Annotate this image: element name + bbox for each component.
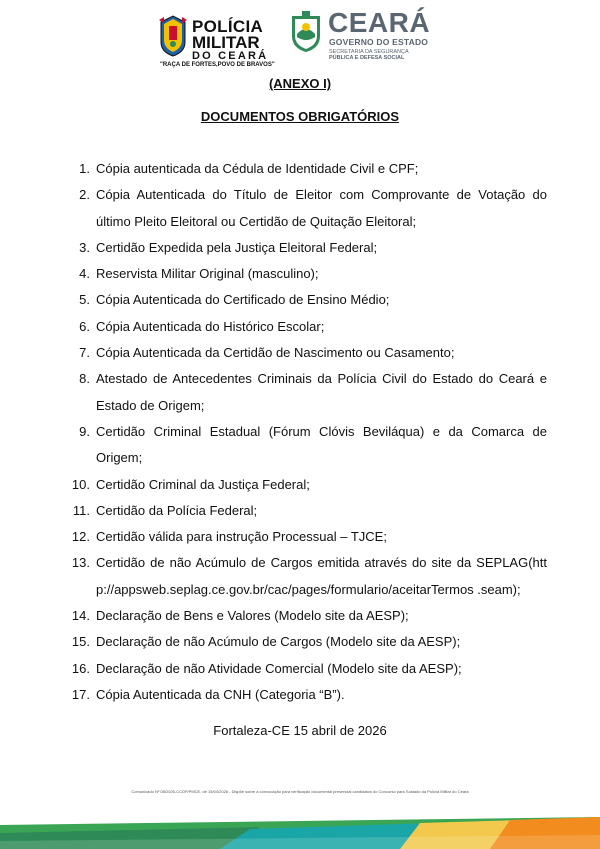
item-text: Certidão da Polícia Federal; <box>96 502 258 518</box>
list-item <box>71 550 547 603</box>
required-documents-list <box>71 156 547 708</box>
list-item <box>71 682 547 708</box>
item-text: Reservista Militar Original (masculino); <box>96 266 319 282</box>
document-title: DOCUMENTOS OBRIGATÓRIOS <box>200 109 400 124</box>
ceara-title: CEARÁ <box>328 7 431 38</box>
item-number: 16. <box>71 660 90 676</box>
list-item <box>71 340 547 366</box>
item-number: 9. <box>79 423 90 439</box>
item-text: Cópia Autenticada do Histórico Escolar; <box>96 318 325 334</box>
item-number: 5. <box>79 292 90 308</box>
list-item <box>71 261 547 287</box>
item-text: Certidão Expedida pela Justiça Eleitoral Federal; <box>96 239 378 255</box>
list-item <box>71 314 547 340</box>
list-item <box>71 182 547 235</box>
item-number: 17. <box>71 686 90 702</box>
item-text: Declaração de não Acúmulo de Cargos (Modelo site da AESP); <box>96 634 461 650</box>
item-number: 15. <box>71 634 90 650</box>
item-text: Cópia Autenticada da Certidão de Nascimento ou Casamento; <box>96 345 455 361</box>
item-number: 13. <box>71 555 90 571</box>
pm-logo-line2: MILITAR <box>192 33 260 52</box>
pm-crest-icon <box>158 14 188 58</box>
pm-logo <box>158 14 275 68</box>
item-number: 14. <box>71 608 90 624</box>
item-text: Certidão Criminal da Justiça Federal; <box>96 476 310 492</box>
item-number: 6. <box>79 318 90 334</box>
item-number: 8. <box>79 371 90 387</box>
list-item <box>71 156 547 182</box>
place-and-date: Fortaleza-CE 15 abril de 2026 <box>213 723 387 738</box>
item-text: Certidão Criminal Estadual (Fórum Clóvis Beviláqua) e da Comarca de Origem; <box>96 423 547 466</box>
list-item <box>71 629 547 655</box>
list-item <box>71 472 547 498</box>
item-number: 11. <box>72 502 90 518</box>
item-number: 3. <box>79 239 90 255</box>
footer-color-band <box>0 811 600 849</box>
item-number: 10. <box>71 476 90 492</box>
pm-logo-line1: POLÍCIA <box>192 17 264 36</box>
list-item <box>71 603 547 629</box>
annex-label: (ANEXO I) <box>268 76 332 91</box>
item-number: 2. <box>79 187 90 203</box>
list-item <box>71 498 547 524</box>
ceara-crest-icon <box>288 10 324 54</box>
list-item <box>71 366 547 419</box>
item-text: Cópia Autenticada do Certificado de Ensino Médio; <box>96 292 390 308</box>
item-text: Cópia Autenticada da CNH (Categoria “B”). <box>96 686 345 702</box>
page-header <box>0 8 600 68</box>
list-item <box>71 419 547 472</box>
pm-slogan: "RAÇA DE FORTES,POVO DE BRAVOS" <box>160 62 275 68</box>
item-text: Cópia Autenticada do Título de Eleitor com Comprovante de Votação do último Pleito Eleitoral ou Certidão de Quitação Eleitoral; <box>96 187 547 229</box>
list-item <box>71 287 547 313</box>
item-text: Certidão de não Acúmulo de Cargos emitida através do site da SEPLAG(http://appsweb.seplag.ce.gov.br/cac/pages/formulario/aceitarTermos .seam); <box>96 555 547 597</box>
list-item <box>71 235 547 261</box>
item-number: 7. <box>79 345 90 361</box>
item-text: Declaração de Bens e Valores (Modelo site da AESP); <box>96 608 409 624</box>
item-text: Atestado de Antecedentes Criminais da Polícia Civil do Estado do Ceará e Estado de Origem; <box>96 371 547 413</box>
item-number: 4. <box>79 266 90 282</box>
item-text: Declaração de não Atividade Comercial (Modelo site da AESP); <box>96 660 462 676</box>
item-number: 1. <box>79 161 90 176</box>
ceara-secretariat-line1: SECRETARIA DA SEGURANÇA <box>329 49 409 55</box>
pm-logo-line3: DO CEARÁ <box>192 50 269 62</box>
item-text: Cópia autenticada da Cédula de Identidade Civil e CPF; <box>96 161 419 176</box>
list-item <box>71 656 547 682</box>
ceara-secretariat-line2: PÚBLICA E DEFESA SOCIAL <box>329 55 405 61</box>
ceara-secretariat <box>329 49 409 61</box>
footer-note: Comunicado Nº 08/2026-CCDP/PMCE, de 15/04/2026 - Dispõe sobre a convocação para verificação documental presencial candidatos do Concurso para Soldado da Polícia Militar do Ceará <box>131 789 469 794</box>
list-item <box>71 524 547 550</box>
ceara-subtitle: GOVERNO DO ESTADO <box>329 37 429 47</box>
item-number: 12. <box>71 529 90 545</box>
ceara-logo <box>288 7 448 66</box>
item-text: Certidão válida para instrução Processual – TJCE; <box>96 529 387 545</box>
